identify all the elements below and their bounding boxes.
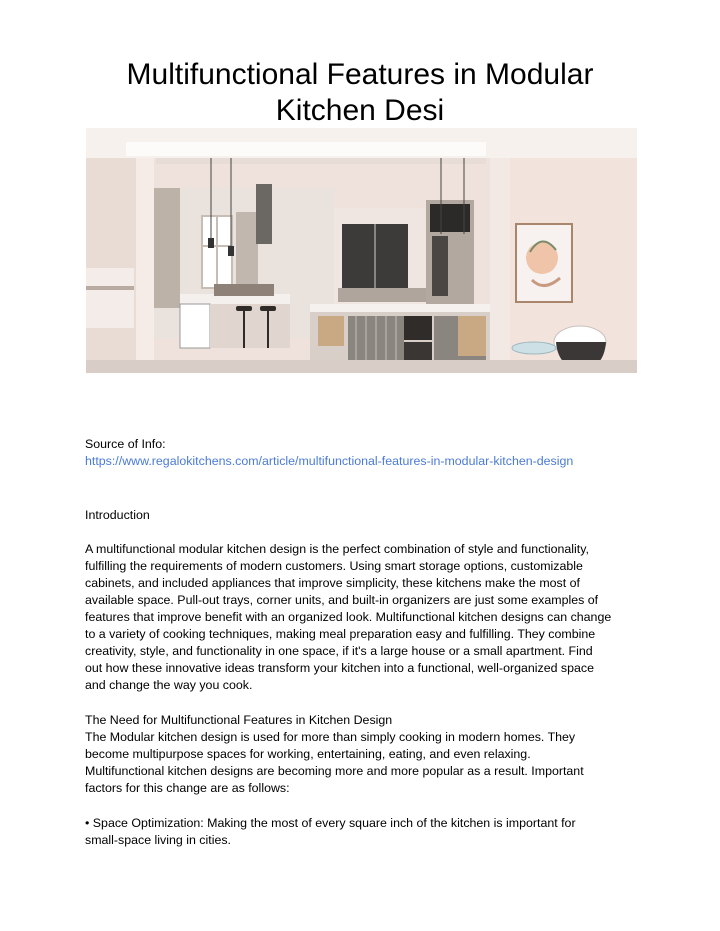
source-link[interactable]: https://www.regalokitchens.com/article/multifunctional-features-in-modular-kitchen-design xyxy=(85,454,574,468)
paragraph-line: available space. Pull-out trays, corner units, and built-in organizers are just some examples of xyxy=(85,593,599,607)
page-title-line-1: Multifunctional Features in Modular xyxy=(126,58,594,91)
paragraph-line: cabinets, and included appliances that improve simplicity, these kitchens make the most of xyxy=(85,576,580,590)
introduction-heading: Introduction xyxy=(85,508,150,522)
page-title-line-2: Kitchen Desi xyxy=(275,94,445,127)
source-block xyxy=(85,436,645,470)
source-label: Source of Info: xyxy=(85,437,166,451)
page-title xyxy=(60,57,660,129)
paragraph-line: and change the way you cook. xyxy=(85,678,253,692)
paragraph-line: become multipurpose spaces for working, entertaining, eating, and even relaxing. xyxy=(85,747,531,761)
paragraph-line: factors for this change are as follows: xyxy=(85,781,290,795)
paragraph-line: to a variety of cooking techniques, making meal preparation easy and fulfilling. They combine xyxy=(85,627,596,641)
paragraph-line: Multifunctional kitchen designs are becoming more and more popular as a result. Important xyxy=(85,764,584,778)
paragraph-line: features that improve benefit with an organized look. Multifunctional kitchen designs can change xyxy=(85,610,612,624)
paragraph-line: out how these innovative ideas transform your kitchen into a functional, well-organized space xyxy=(85,661,594,675)
paragraph-line: creativity, style, and functionality in one space, if it's a large house or a small apartment. Find xyxy=(85,644,593,658)
bullet-item xyxy=(85,815,645,832)
introduction-heading-block xyxy=(85,507,645,524)
bullet-marker: • xyxy=(85,816,90,830)
bullet-continuation: small-space living in cities. xyxy=(85,833,231,847)
need-section-heading: The Need for Multifunctional Features in Kitchen Design xyxy=(85,713,393,727)
bullet-list xyxy=(85,815,645,849)
need-section xyxy=(85,712,645,797)
paragraph-line: The Modular kitchen design is used for more than simply cooking in modern homes. They xyxy=(85,730,576,744)
paragraph-line: fulfilling the requirements of modern customers. Using smart storage options, customizable xyxy=(85,559,583,573)
introduction-paragraph xyxy=(85,541,645,694)
hero-image xyxy=(86,128,637,373)
paragraph-line: A multifunctional modular kitchen design is the perfect combination of style and functionality, xyxy=(85,542,589,556)
bullet-text: Space Optimization: Making the most of every square inch of the kitchen is important for xyxy=(92,816,576,830)
